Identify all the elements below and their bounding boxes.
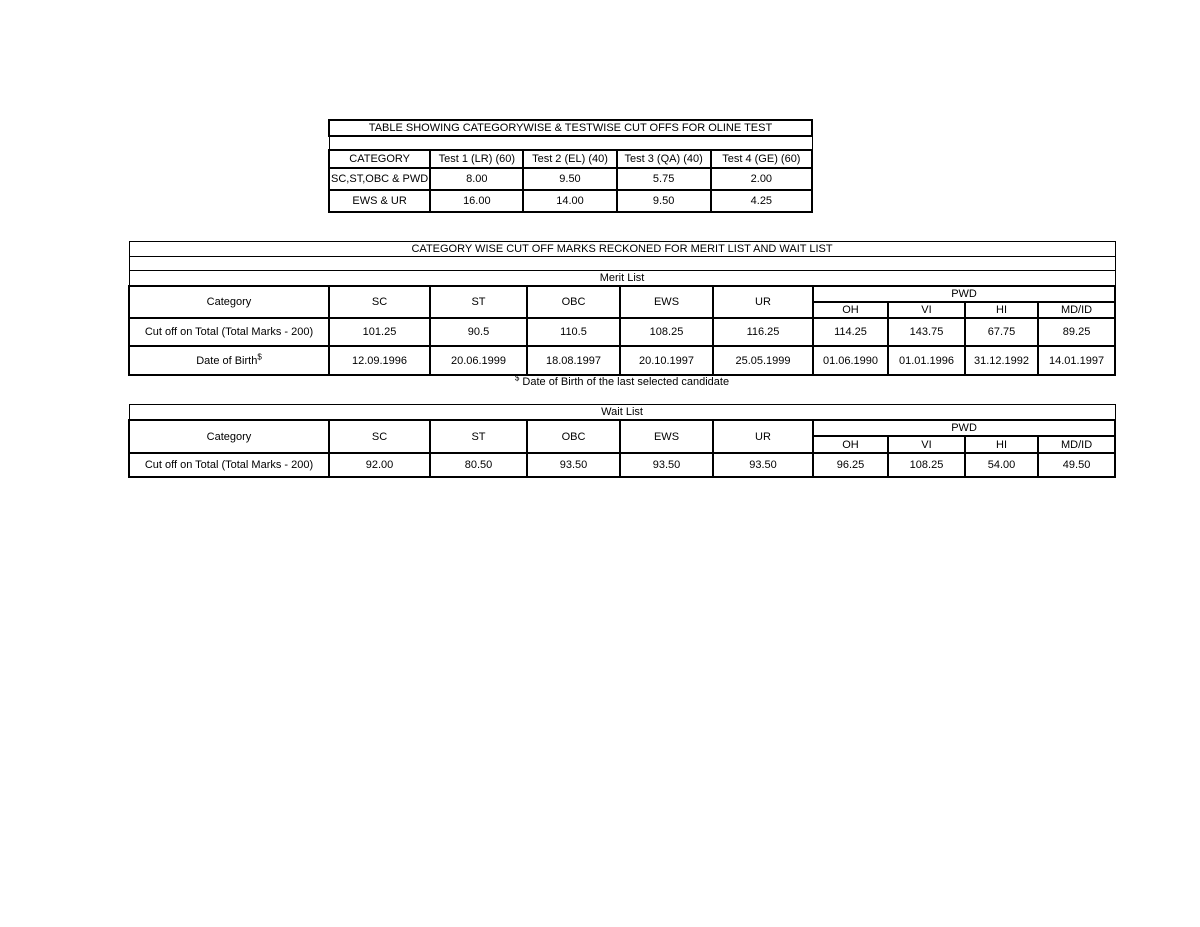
wait-header-obc: OBC xyxy=(527,420,620,453)
wait-cutoff-mdid: 49.50 xyxy=(1038,453,1115,477)
merit-cutoff-st: 90.5 xyxy=(430,318,527,346)
merit-dob-label xyxy=(129,346,329,375)
table1-row2-test3: 9.50 xyxy=(617,190,711,212)
wait-header-sc: SC xyxy=(329,420,430,453)
wait-cutoff-label: Cut off on Total (Total Marks - 200) xyxy=(129,453,329,477)
wait-header-ur: UR xyxy=(713,420,813,453)
footnote-text: Date of Birth of the last selected candidate xyxy=(519,376,730,388)
table1-header-test2: Test 2 (EL) (40) xyxy=(523,150,616,168)
merit-dob-marker: $ xyxy=(257,351,262,361)
table-row xyxy=(129,453,1115,477)
merit-header-vi: VI xyxy=(888,302,965,318)
merit-header-sc: SC xyxy=(329,286,430,318)
merit-cutoff-oh: 114.25 xyxy=(813,318,888,346)
table1-spacer-row xyxy=(329,136,812,150)
table1-row1-category: SC,ST,OBC & PWD xyxy=(329,168,430,190)
merit-dob-obc: 18.08.1997 xyxy=(527,346,620,375)
wait-header-mdid: MD/ID xyxy=(1038,436,1115,453)
testwise-cutoff-table xyxy=(328,119,813,213)
wait-cutoff-ews: 93.50 xyxy=(620,453,713,477)
merit-cutoff-obc: 110.5 xyxy=(527,318,620,346)
dob-footnote xyxy=(128,373,1116,388)
merit-dob-st: 20.06.1999 xyxy=(430,346,527,375)
table1-row2-test2: 14.00 xyxy=(523,190,616,212)
wait-cutoff-ur: 93.50 xyxy=(713,453,813,477)
merit-dob-vi: 01.01.1996 xyxy=(888,346,965,375)
merit-header-oh: OH xyxy=(813,302,888,318)
wait-cutoff-oh: 96.25 xyxy=(813,453,888,477)
merit-header-ur: UR xyxy=(713,286,813,318)
table2-spacer-row xyxy=(129,257,1115,271)
wait-list-heading: Wait List xyxy=(129,405,1115,421)
merit-cutoff-sc: 101.25 xyxy=(329,318,430,346)
table1-row1-test1: 8.00 xyxy=(430,168,523,190)
wait-cutoff-st: 80.50 xyxy=(430,453,527,477)
merit-dob-label-text: Date of Birth xyxy=(196,354,258,367)
table1-header-category: CATEGORY xyxy=(329,150,430,168)
merit-cutoff-label: Cut off on Total (Total Marks - 200) xyxy=(129,318,329,346)
wait-cutoff-hi: 54.00 xyxy=(965,453,1038,477)
merit-header-ews: EWS xyxy=(620,286,713,318)
wait-header-pwd: PWD xyxy=(813,420,1115,436)
wait-list-table xyxy=(128,404,1116,478)
merit-cutoff-mdid: 89.25 xyxy=(1038,318,1115,346)
table1-row1-test2: 9.50 xyxy=(523,168,616,190)
merit-header-obc: OBC xyxy=(527,286,620,318)
table2-title: CATEGORY WISE CUT OFF MARKS RECKONED FOR MERIT LIST AND WAIT LIST xyxy=(129,242,1115,257)
merit-dob-sc: 12.09.1996 xyxy=(329,346,430,375)
wait-cutoff-obc: 93.50 xyxy=(527,453,620,477)
wait-header-ews: EWS xyxy=(620,420,713,453)
wait-header-st: ST xyxy=(430,420,527,453)
merit-cutoff-ur: 116.25 xyxy=(713,318,813,346)
table-row xyxy=(129,346,1115,375)
footnote-marker: $ xyxy=(514,373,520,383)
merit-dob-ur: 25.05.1999 xyxy=(713,346,813,375)
table1-header-test1: Test 1 (LR) (60) xyxy=(430,150,523,168)
table-row xyxy=(329,190,812,212)
merit-dob-oh: 01.06.1990 xyxy=(813,346,888,375)
table1-row1-test3: 5.75 xyxy=(617,168,711,190)
wait-header-oh: OH xyxy=(813,436,888,453)
wait-header-vi: VI xyxy=(888,436,965,453)
table1-row1-test4: 2.00 xyxy=(711,168,812,190)
merit-dob-mdid: 14.01.1997 xyxy=(1038,346,1115,375)
merit-cutoff-vi: 143.75 xyxy=(888,318,965,346)
merit-header-hi: HI xyxy=(965,302,1038,318)
merit-dob-ews: 20.10.1997 xyxy=(620,346,713,375)
merit-list-heading: Merit List xyxy=(129,271,1115,287)
merit-cutoff-hi: 67.75 xyxy=(965,318,1038,346)
wait-header-category: Category xyxy=(129,420,329,453)
merit-cutoff-ews: 108.25 xyxy=(620,318,713,346)
table1-title: TABLE SHOWING CATEGORYWISE & TESTWISE CUT OFFS FOR OLINE TEST xyxy=(329,120,812,136)
merit-header-pwd: PWD xyxy=(813,286,1115,302)
table1-header-test3: Test 3 (QA) (40) xyxy=(617,150,711,168)
table1-row2-test4: 4.25 xyxy=(711,190,812,212)
table-row xyxy=(129,318,1115,346)
table1-row2-category: EWS & UR xyxy=(329,190,430,212)
wait-cutoff-vi: 108.25 xyxy=(888,453,965,477)
wait-header-hi: HI xyxy=(965,436,1038,453)
merit-dob-hi: 31.12.1992 xyxy=(965,346,1038,375)
merit-header-st: ST xyxy=(430,286,527,318)
table1-row2-test1: 16.00 xyxy=(430,190,523,212)
merit-list-table xyxy=(128,241,1116,376)
table1-header-test4: Test 4 (GE) (60) xyxy=(711,150,812,168)
merit-header-category: Category xyxy=(129,286,329,318)
table-row xyxy=(329,168,812,190)
merit-header-mdid: MD/ID xyxy=(1038,302,1115,318)
wait-cutoff-sc: 92.00 xyxy=(329,453,430,477)
